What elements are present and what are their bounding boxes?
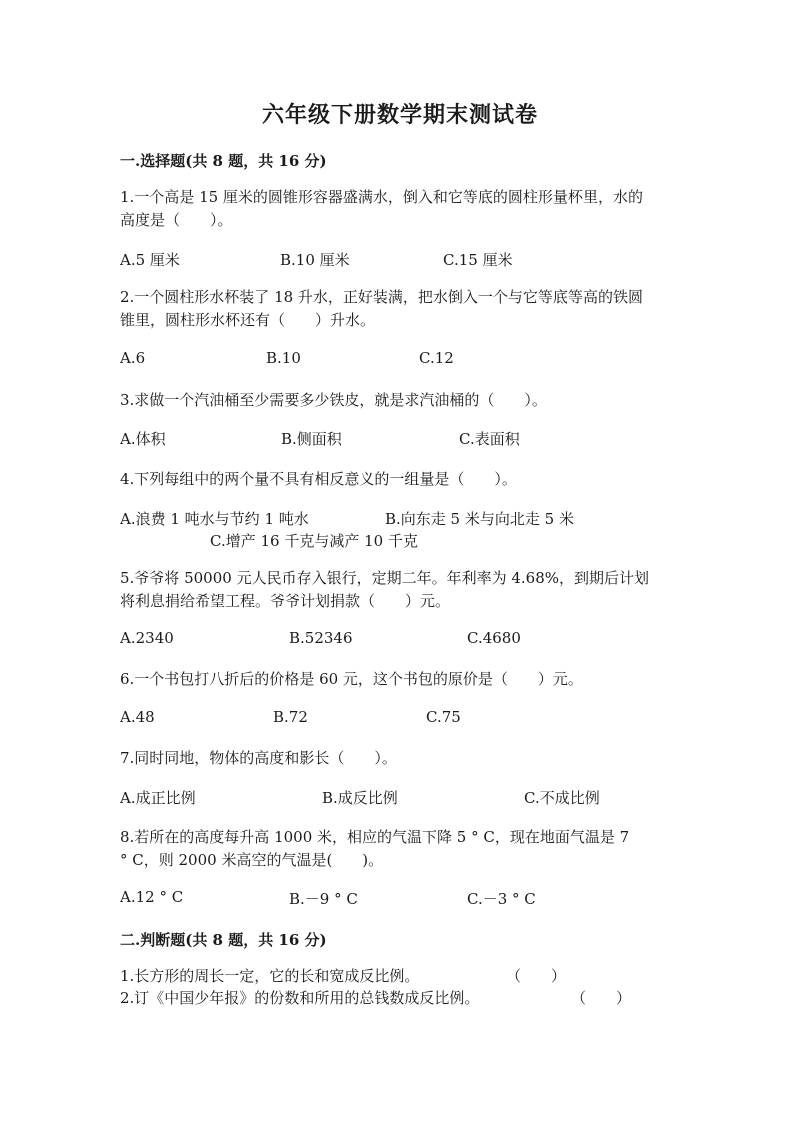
answer-blank: （ ） — [571, 989, 632, 1007]
question-line: 3.求做一个汽油桶至少需要多少铁皮，就是求汽油桶的（ ）。 — [120, 391, 547, 409]
question-line: 6.一个书包打八折后的价格是 60 元，这个书包的原价是（ ）元。 — [120, 670, 583, 688]
option-a: A.5 厘米 — [120, 251, 180, 269]
question-line: 高度是（ ）。 — [120, 211, 233, 229]
option-b: B.52346 — [289, 629, 353, 647]
question-line: ° C，则 2000 米高空的气温是( )。 — [120, 851, 384, 869]
option-b: B.向东走 5 米与向北走 5 米 — [385, 510, 574, 528]
option-c: C.12 — [419, 349, 454, 367]
option-c: C.不成比例 — [524, 789, 600, 807]
answer-blank: （ ） — [506, 967, 567, 985]
question-1 — [120, 186, 643, 232]
question-2 — [120, 286, 643, 332]
question-line: 8.若所在的高度每升高 1000 米，相应的气温下降 5 ° C，现在地面气温是 7 — [120, 828, 630, 846]
question-line: 1.一个高是 15 厘米的圆锥形容器盛满水，倒入和它等底的圆柱形量杯里，水的 — [120, 188, 643, 206]
option-c: C.15 厘米 — [443, 251, 513, 269]
question-4 — [120, 468, 517, 491]
judgment-item-1: 1.长方形的周长一定，它的长和宽成反比例。 — [120, 967, 420, 985]
option-c: C.表面积 — [459, 430, 520, 448]
question-line: 7.同时同地，物体的高度和影长（ ）。 — [120, 749, 397, 767]
option-a: A.体积 — [120, 430, 166, 448]
page-title: 六年级下册数学期末测试卷 — [261, 102, 538, 128]
option-b: B.72 — [273, 708, 308, 726]
question-line: 2.一个圆柱形水杯装了 18 升水，正好装满，把水倒入一个与它等底等高的铁圆 — [120, 288, 643, 306]
question-line: 锥里，圆柱形水杯还有（ ）升水。 — [120, 311, 376, 329]
question-line: 将利息捐给希望工程。爷爷计划捐款（ ）元。 — [120, 592, 451, 610]
option-b: B.10 — [266, 349, 301, 367]
question-line: 4.下列每组中的两个量不具有相反意义的一组量是（ ）。 — [120, 470, 517, 488]
option-a: A.浪费 1 吨水与节约 1 吨水 — [120, 510, 309, 528]
question-3 — [120, 389, 547, 412]
option-c: C.4680 — [467, 629, 521, 647]
question-6 — [120, 668, 583, 691]
option-a: A.48 — [120, 708, 155, 726]
option-c: C.增产 16 千克与减产 10 千克 — [210, 532, 418, 550]
section-heading-judgment: 二.判断题(共 8 题，共 16 分) — [120, 931, 327, 949]
option-c: C.75 — [426, 708, 461, 726]
question-line: 5.爷爷将 50000 元人民币存入银行，定期二年。年利率为 4.68%，到期后计划 — [120, 569, 649, 587]
option-b: B.－9 ° C — [289, 890, 358, 908]
question-8 — [120, 826, 629, 872]
option-b: B.10 厘米 — [280, 251, 350, 269]
option-a: A.6 — [120, 349, 146, 367]
option-a: A.12 ° C — [120, 888, 184, 906]
question-7 — [120, 747, 397, 770]
option-b: B.侧面积 — [281, 430, 342, 448]
option-a: A.成正比例 — [120, 789, 196, 807]
option-b: B.成反比例 — [322, 789, 398, 807]
option-c: C.－3 ° C — [467, 890, 536, 908]
section-heading-choice: 一.选择题(共 8 题，共 16 分) — [120, 152, 327, 170]
question-5 — [120, 567, 649, 613]
judgment-item-2: 2.订《中国少年报》的份数和所用的总钱数成反比例。 — [120, 989, 480, 1007]
option-a: A.2340 — [120, 629, 174, 647]
